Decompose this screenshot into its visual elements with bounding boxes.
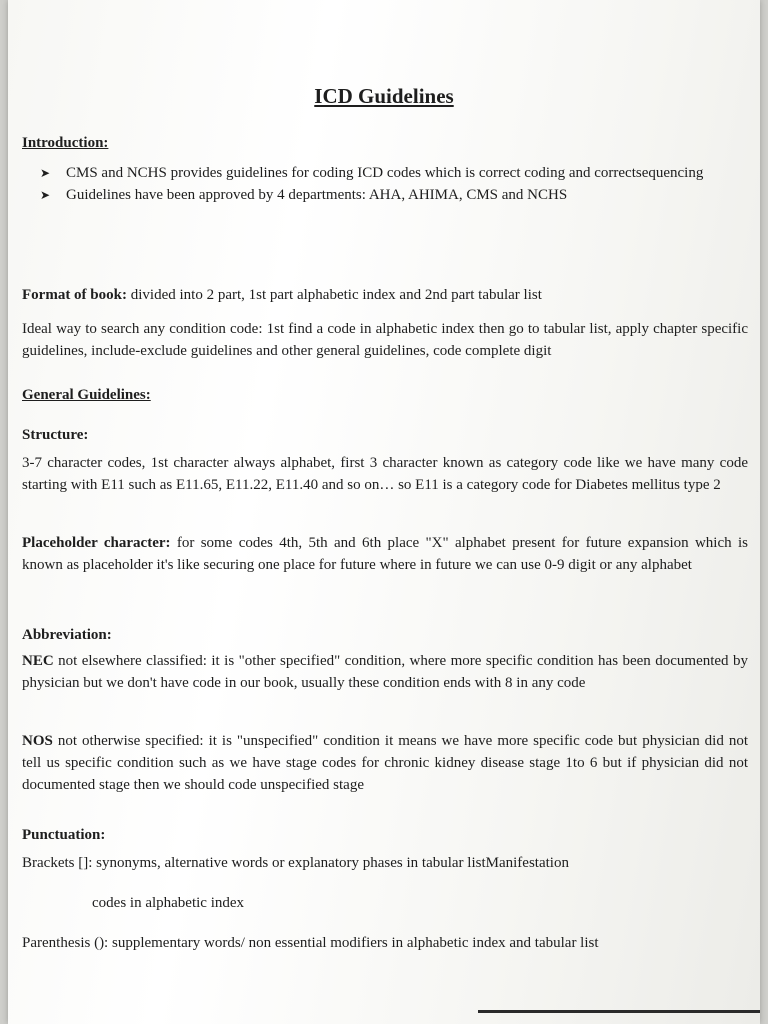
arrow-bullet-icon: ➤: [40, 166, 51, 180]
nec-text: not elsewhere classified: it is "other specified" condition, where more specific condition has been documented by physician but we don't have code in our book, usually these condition ends with 8 in any code: [22, 653, 748, 691]
format-of-book-paragraph: [22, 284, 748, 306]
page-title: ICD Guidelines: [314, 84, 454, 108]
introduction-heading: Introduction:: [22, 135, 109, 151]
punctuation-heading: Punctuation:: [22, 827, 106, 843]
placeholder-label: Placeholder character:: [22, 535, 171, 551]
format-of-book-label: Format of book:: [22, 287, 127, 303]
placeholder-text: for some codes 4th, 5th and 6th place "X" alphabet present for future expansion which is known as placeholder it's like securing one place for future where in future we can use 0-9 digit or any alphabet: [22, 535, 748, 573]
introduction-bullet-list: [22, 162, 748, 206]
list-item: [22, 184, 748, 206]
bullet-text: Guidelines have been approved by 4 departments: AHA, AHIMA, CMS and NCHS: [66, 187, 568, 203]
structure-heading: Structure:: [22, 427, 89, 443]
arrow-bullet-icon: ➤: [40, 188, 51, 202]
list-item: [22, 162, 748, 184]
nos-label: NOS: [22, 733, 53, 749]
placeholder-paragraph: [22, 532, 748, 576]
introduction-section: [22, 132, 748, 206]
format-of-book-text: divided into 2 part, 1st part alphabetic index and 2nd part tabular list: [127, 287, 542, 303]
brackets-paragraph: Brackets []: synonyms, alternative words or explanatory phases in tabular listManifestation: [22, 855, 569, 871]
parenthesis-paragraph: Parenthesis (): supplementary words/ non essential modifiers in alphabetic index and tabular list: [22, 935, 599, 951]
ideal-way-paragraph: Ideal way to search any condition code: 1st find a code in alphabetic index then go to tabular list, apply chapter specific guidelines, include-exclude guidelines and other general guidelines, code complete digit: [22, 321, 748, 359]
bullet-text: CMS and NCHS provides guidelines for coding ICD codes which is correct coding and correctsequencing: [66, 165, 704, 181]
structure-paragraph: 3-7 character codes, 1st character always alphabet, first 3 character known as category code like we have many code starting with E11 such as E11.65, E11.22, E11.40 and so on… so E11 is a category code for Diabetes mellitus type 2: [22, 455, 748, 493]
document-page: [8, 0, 760, 1024]
page-bottom-rule: [478, 1010, 760, 1013]
nec-label: NEC: [22, 653, 54, 669]
general-guidelines-heading: General Guidelines:: [22, 387, 151, 403]
nos-text: not otherwise specified: it is "unspecified" condition it means we have more specific code but physician did not tell us specific condition such as we have stage codes for chronic kidney disease stage 1to 6 but if physician did not documented stage then we should code unspecified stage: [22, 733, 748, 793]
abbreviation-heading: Abbreviation:: [22, 627, 112, 643]
brackets-continuation: codes in alphabetic index: [92, 895, 245, 911]
nec-paragraph: [22, 650, 748, 694]
nos-paragraph: [22, 730, 748, 796]
